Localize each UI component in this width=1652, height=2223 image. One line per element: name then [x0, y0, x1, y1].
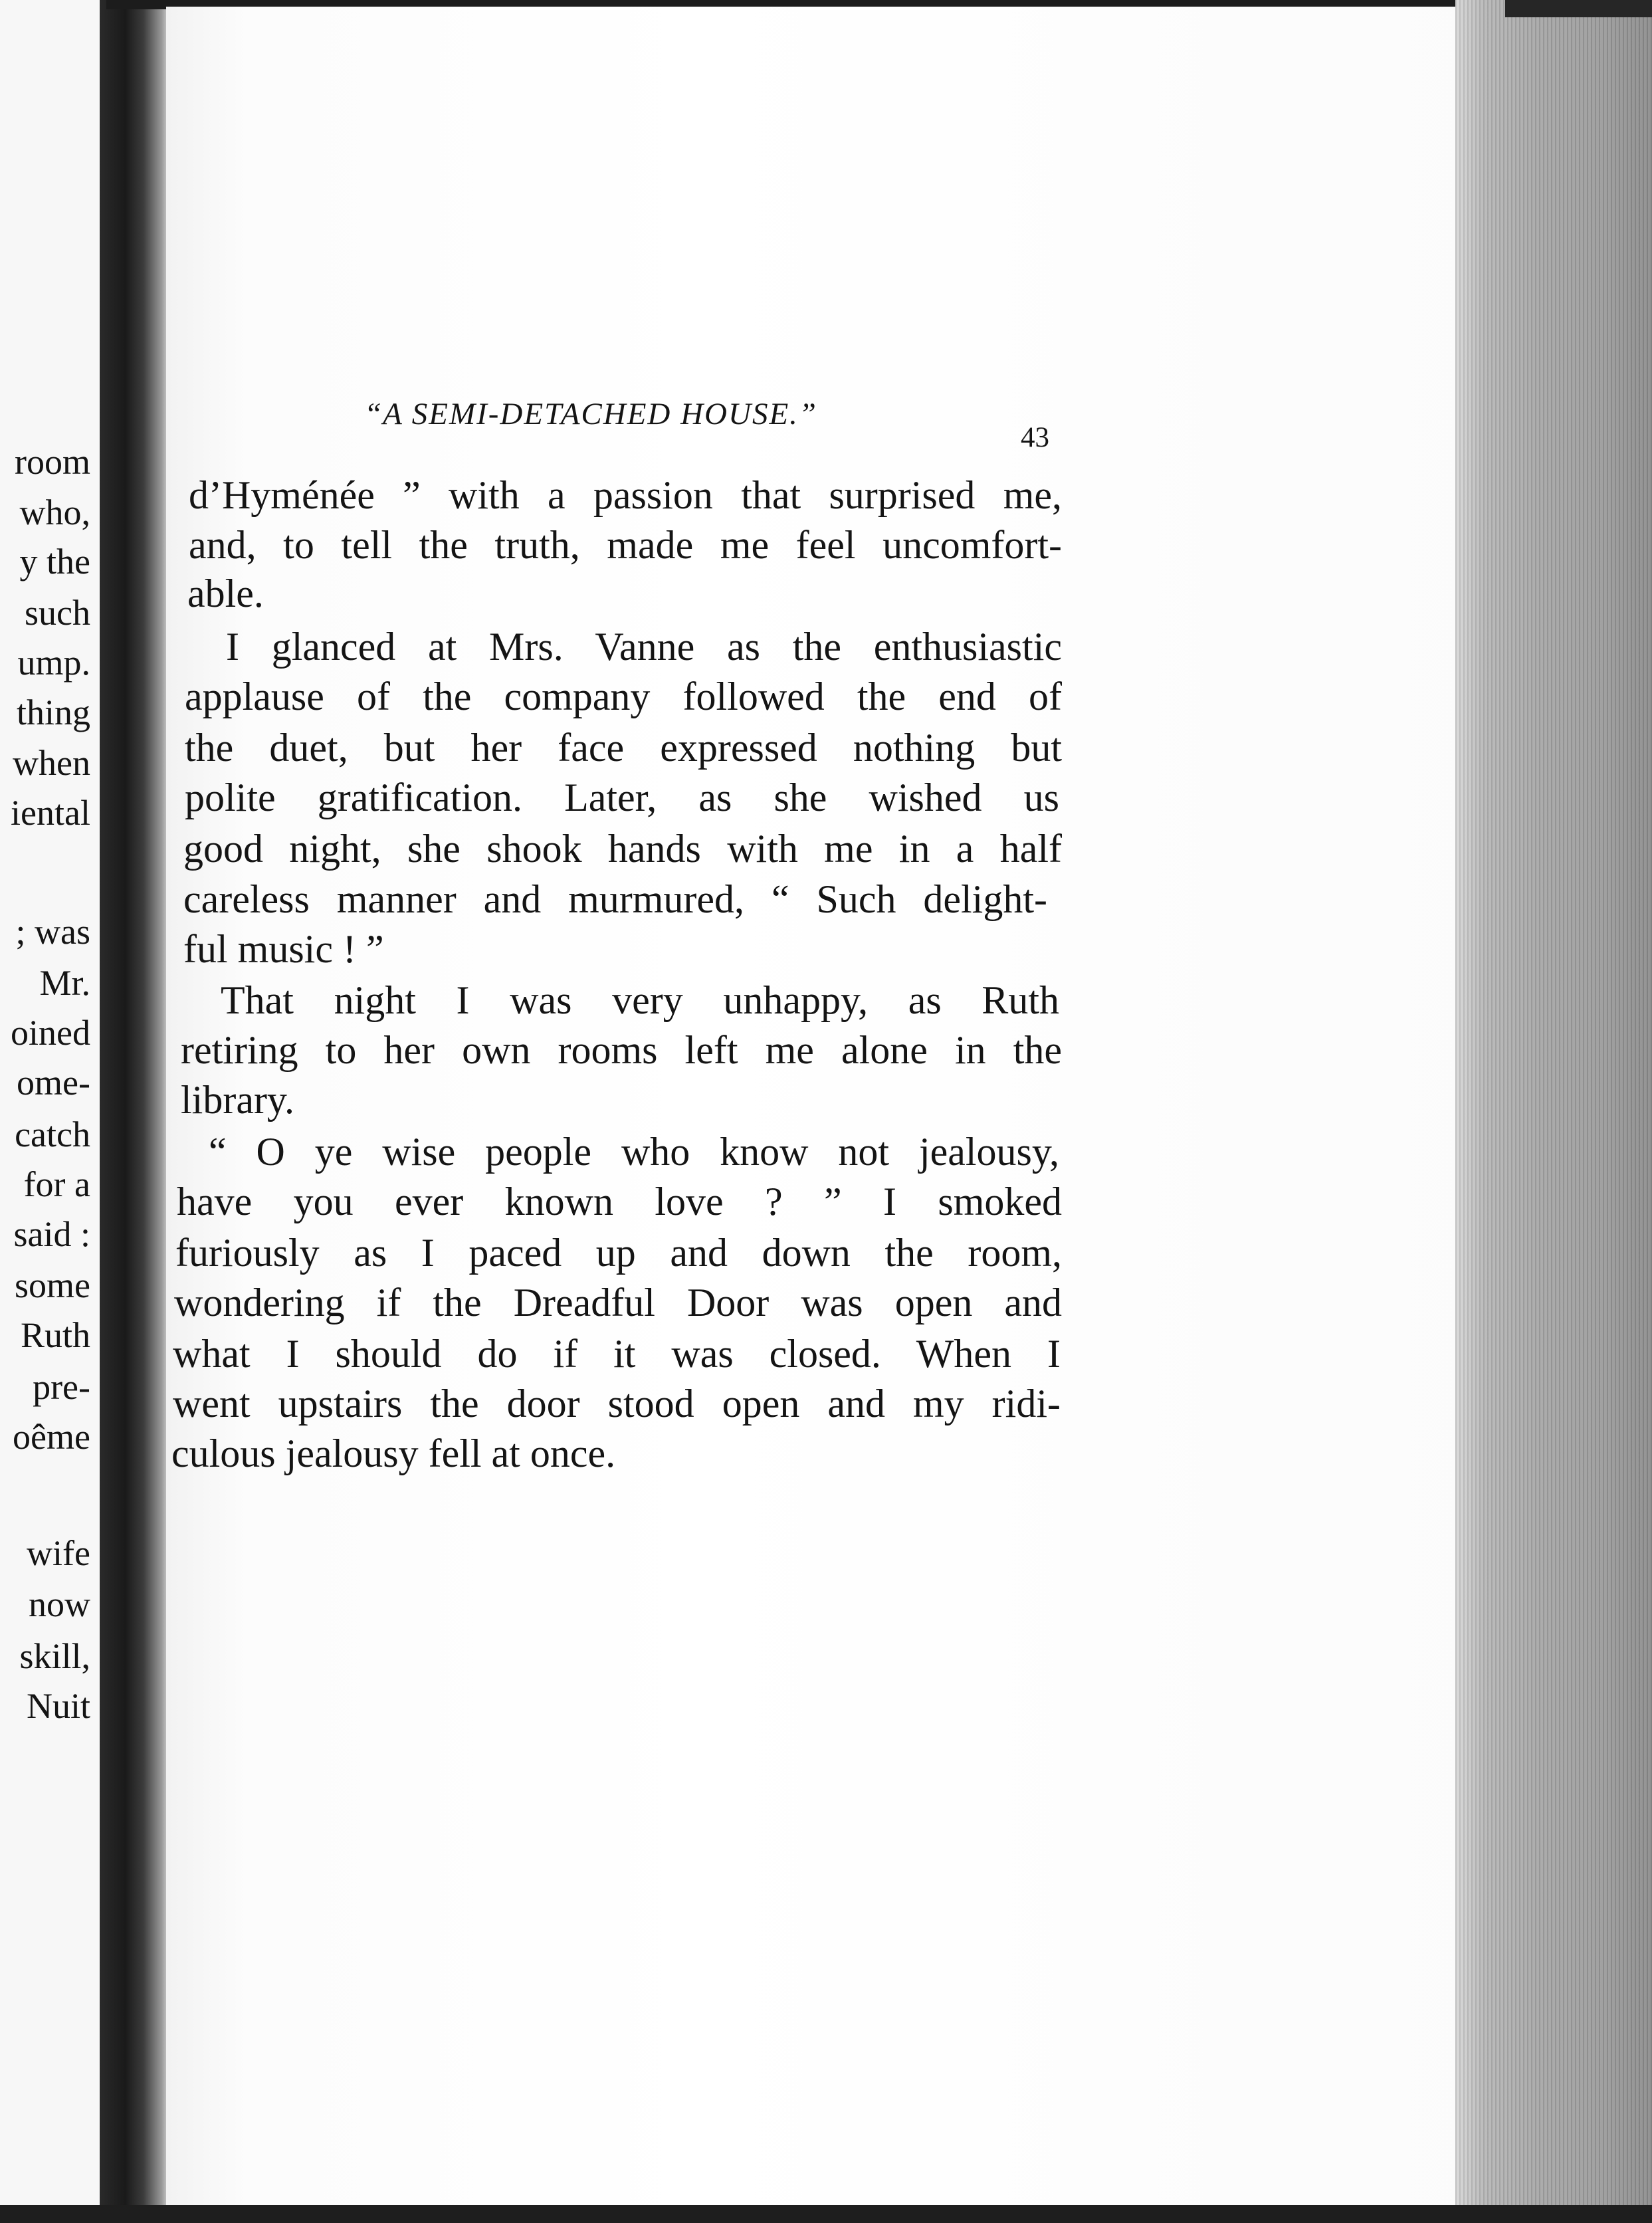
left-line-end: oined	[11, 1013, 90, 1053]
left-line-end: Nuit	[26, 1686, 90, 1726]
left-line-end: now	[29, 1584, 90, 1624]
left-line-end: such	[25, 593, 90, 633]
page-number: 43	[1021, 422, 1049, 453]
left-line-end: for a	[23, 1164, 90, 1204]
left-line-end: when	[13, 743, 90, 783]
running-head: “A SEMI-DETACHED HOUSE.”	[364, 397, 818, 431]
left-line-end: pre-	[33, 1367, 90, 1407]
left-facing-page	[0, 0, 105, 2223]
text-line: the duet, but her face expressed nothing but	[185, 726, 1062, 770]
text-line: and, to tell the truth, made me feel uncomfort-	[189, 523, 1062, 567]
text-line: careless manner and murmured, “ Such delight-	[183, 877, 1047, 921]
left-line-end: oême	[13, 1417, 90, 1457]
text-line: d’Hyménée ” with a passion that surprised me,	[189, 473, 1062, 517]
left-line-end: who,	[19, 492, 90, 532]
left-line-end: Mr.	[39, 963, 90, 1003]
text-line: ful music ! ”	[183, 927, 384, 971]
left-line-end: ; was	[15, 912, 90, 952]
left-line-end: ome-	[17, 1063, 90, 1103]
text-line: culous jealousy fell at once.	[171, 1431, 616, 1475]
left-line-end: wife	[27, 1533, 90, 1573]
left-line-end: Ruth	[20, 1315, 90, 1355]
right-page	[166, 7, 1508, 2223]
text-line: “ O ye wise people who know not jealousy,	[209, 1130, 1059, 1174]
left-line-end: some	[15, 1265, 90, 1305]
text-line: went upstairs the door stood open and my ridi-	[173, 1382, 1061, 1426]
left-line-end: thing	[16, 692, 90, 732]
left-line-end: y the	[19, 542, 90, 582]
text-line: I glanced at Mrs. Vanne as the enthusiastic	[226, 625, 1062, 669]
text-line: able.	[187, 572, 264, 615]
left-line-end: iental	[11, 793, 90, 833]
text-line: good night, she shook hands with me in a half	[183, 827, 1062, 871]
text-line: retiring to her own rooms left me alone in the	[181, 1028, 1062, 1072]
text-line: what I should do if it was closed. When I	[173, 1332, 1061, 1376]
text-line: have you ever known love ? ” I smoked	[177, 1180, 1062, 1223]
text-line: wondering if the Dreadful Door was open and	[174, 1281, 1062, 1324]
left-line-end: said :	[13, 1214, 90, 1254]
text-line: polite gratification. Later, as she wished us	[185, 776, 1059, 819]
text-line: applause of the company followed the end of	[185, 675, 1062, 718]
left-line-end: ump.	[17, 643, 90, 683]
text-line: furiously as I paced up and down the room,	[175, 1231, 1062, 1275]
left-line-end: room	[15, 442, 90, 482]
left-line-end: catch	[15, 1114, 90, 1154]
bottom-dark-border	[0, 2205, 1652, 2223]
text-line: library.	[181, 1078, 295, 1122]
page-edges-top-shadow	[1505, 0, 1652, 17]
book-gutter-shadow	[100, 0, 173, 2223]
left-line-end: skill,	[19, 1636, 90, 1676]
text-line: That night I was very unhappy, as Ruth	[221, 978, 1059, 1022]
page-edges	[1455, 0, 1652, 2223]
